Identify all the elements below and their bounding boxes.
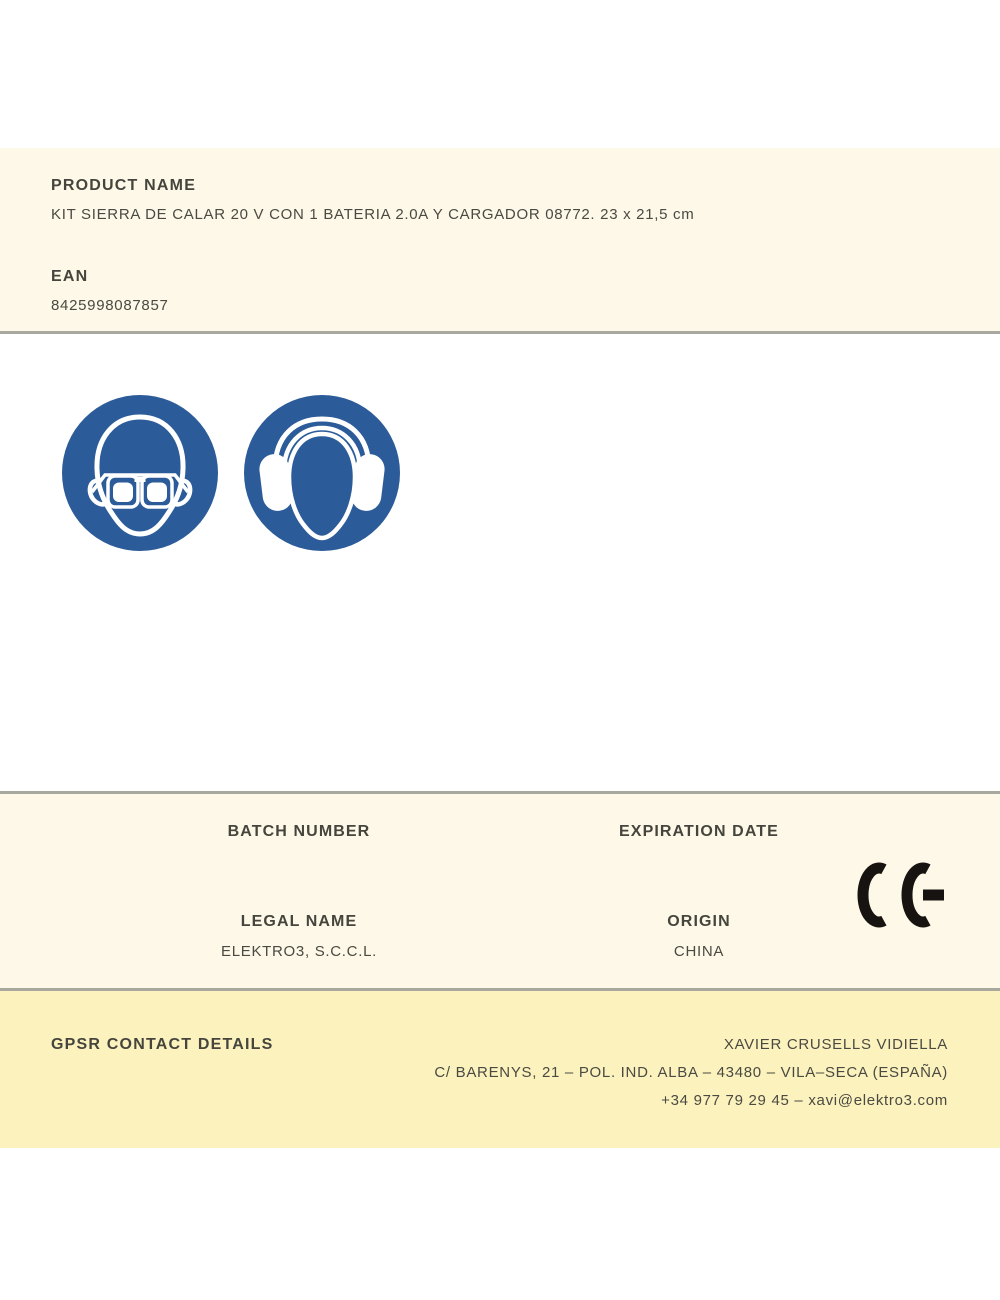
regulatory-details-section	[0, 791, 1000, 988]
legal-name-value: ELEKTRO3, S.C.C.L.	[221, 943, 377, 960]
details-right-column	[499, 823, 899, 988]
gpsr-contact-label: GPSR CONTACT DETAILS	[51, 1036, 274, 1053]
ear-protection-icon	[244, 395, 400, 551]
gpsr-contact-address: C/ BARENYS, 21 – POL. IND. ALBA – 43480 – VILA–SECA (ESPAÑA)	[434, 1064, 948, 1081]
gpsr-contact-section	[0, 988, 1000, 1148]
batch-number-label: BATCH NUMBER	[227, 823, 371, 840]
ean-label: EAN	[51, 268, 89, 285]
gpsr-contact-name: XAVIER CRUSELLS VIDIELLA	[723, 1036, 948, 1053]
top-whitespace	[0, 0, 1000, 148]
gpsr-contact-phone-email: +34 977 79 29 45 – xavi@elektro3.com	[661, 1092, 948, 1109]
expiration-date-label: EXPIRATION DATE	[619, 823, 779, 840]
ean-value: 8425998087857	[51, 297, 169, 314]
eye-protection-icon	[62, 395, 218, 551]
details-left-column	[99, 823, 499, 988]
gpsr-contact-block	[434, 1031, 948, 1148]
safety-pictograms-row	[0, 334, 1000, 791]
product-name-value: KIT SIERRA DE CALAR 20 V CON 1 BATERIA 2.0A Y CARGADOR 08772. 23 x 21,5 cm	[51, 206, 695, 223]
origin-label: ORIGIN	[667, 913, 731, 930]
product-info-section	[0, 148, 1000, 334]
origin-value: CHINA	[673, 943, 725, 960]
legal-name-label: LEGAL NAME	[240, 913, 358, 930]
ce-mark-icon	[857, 860, 945, 930]
product-name-label: PRODUCT NAME	[51, 177, 197, 194]
